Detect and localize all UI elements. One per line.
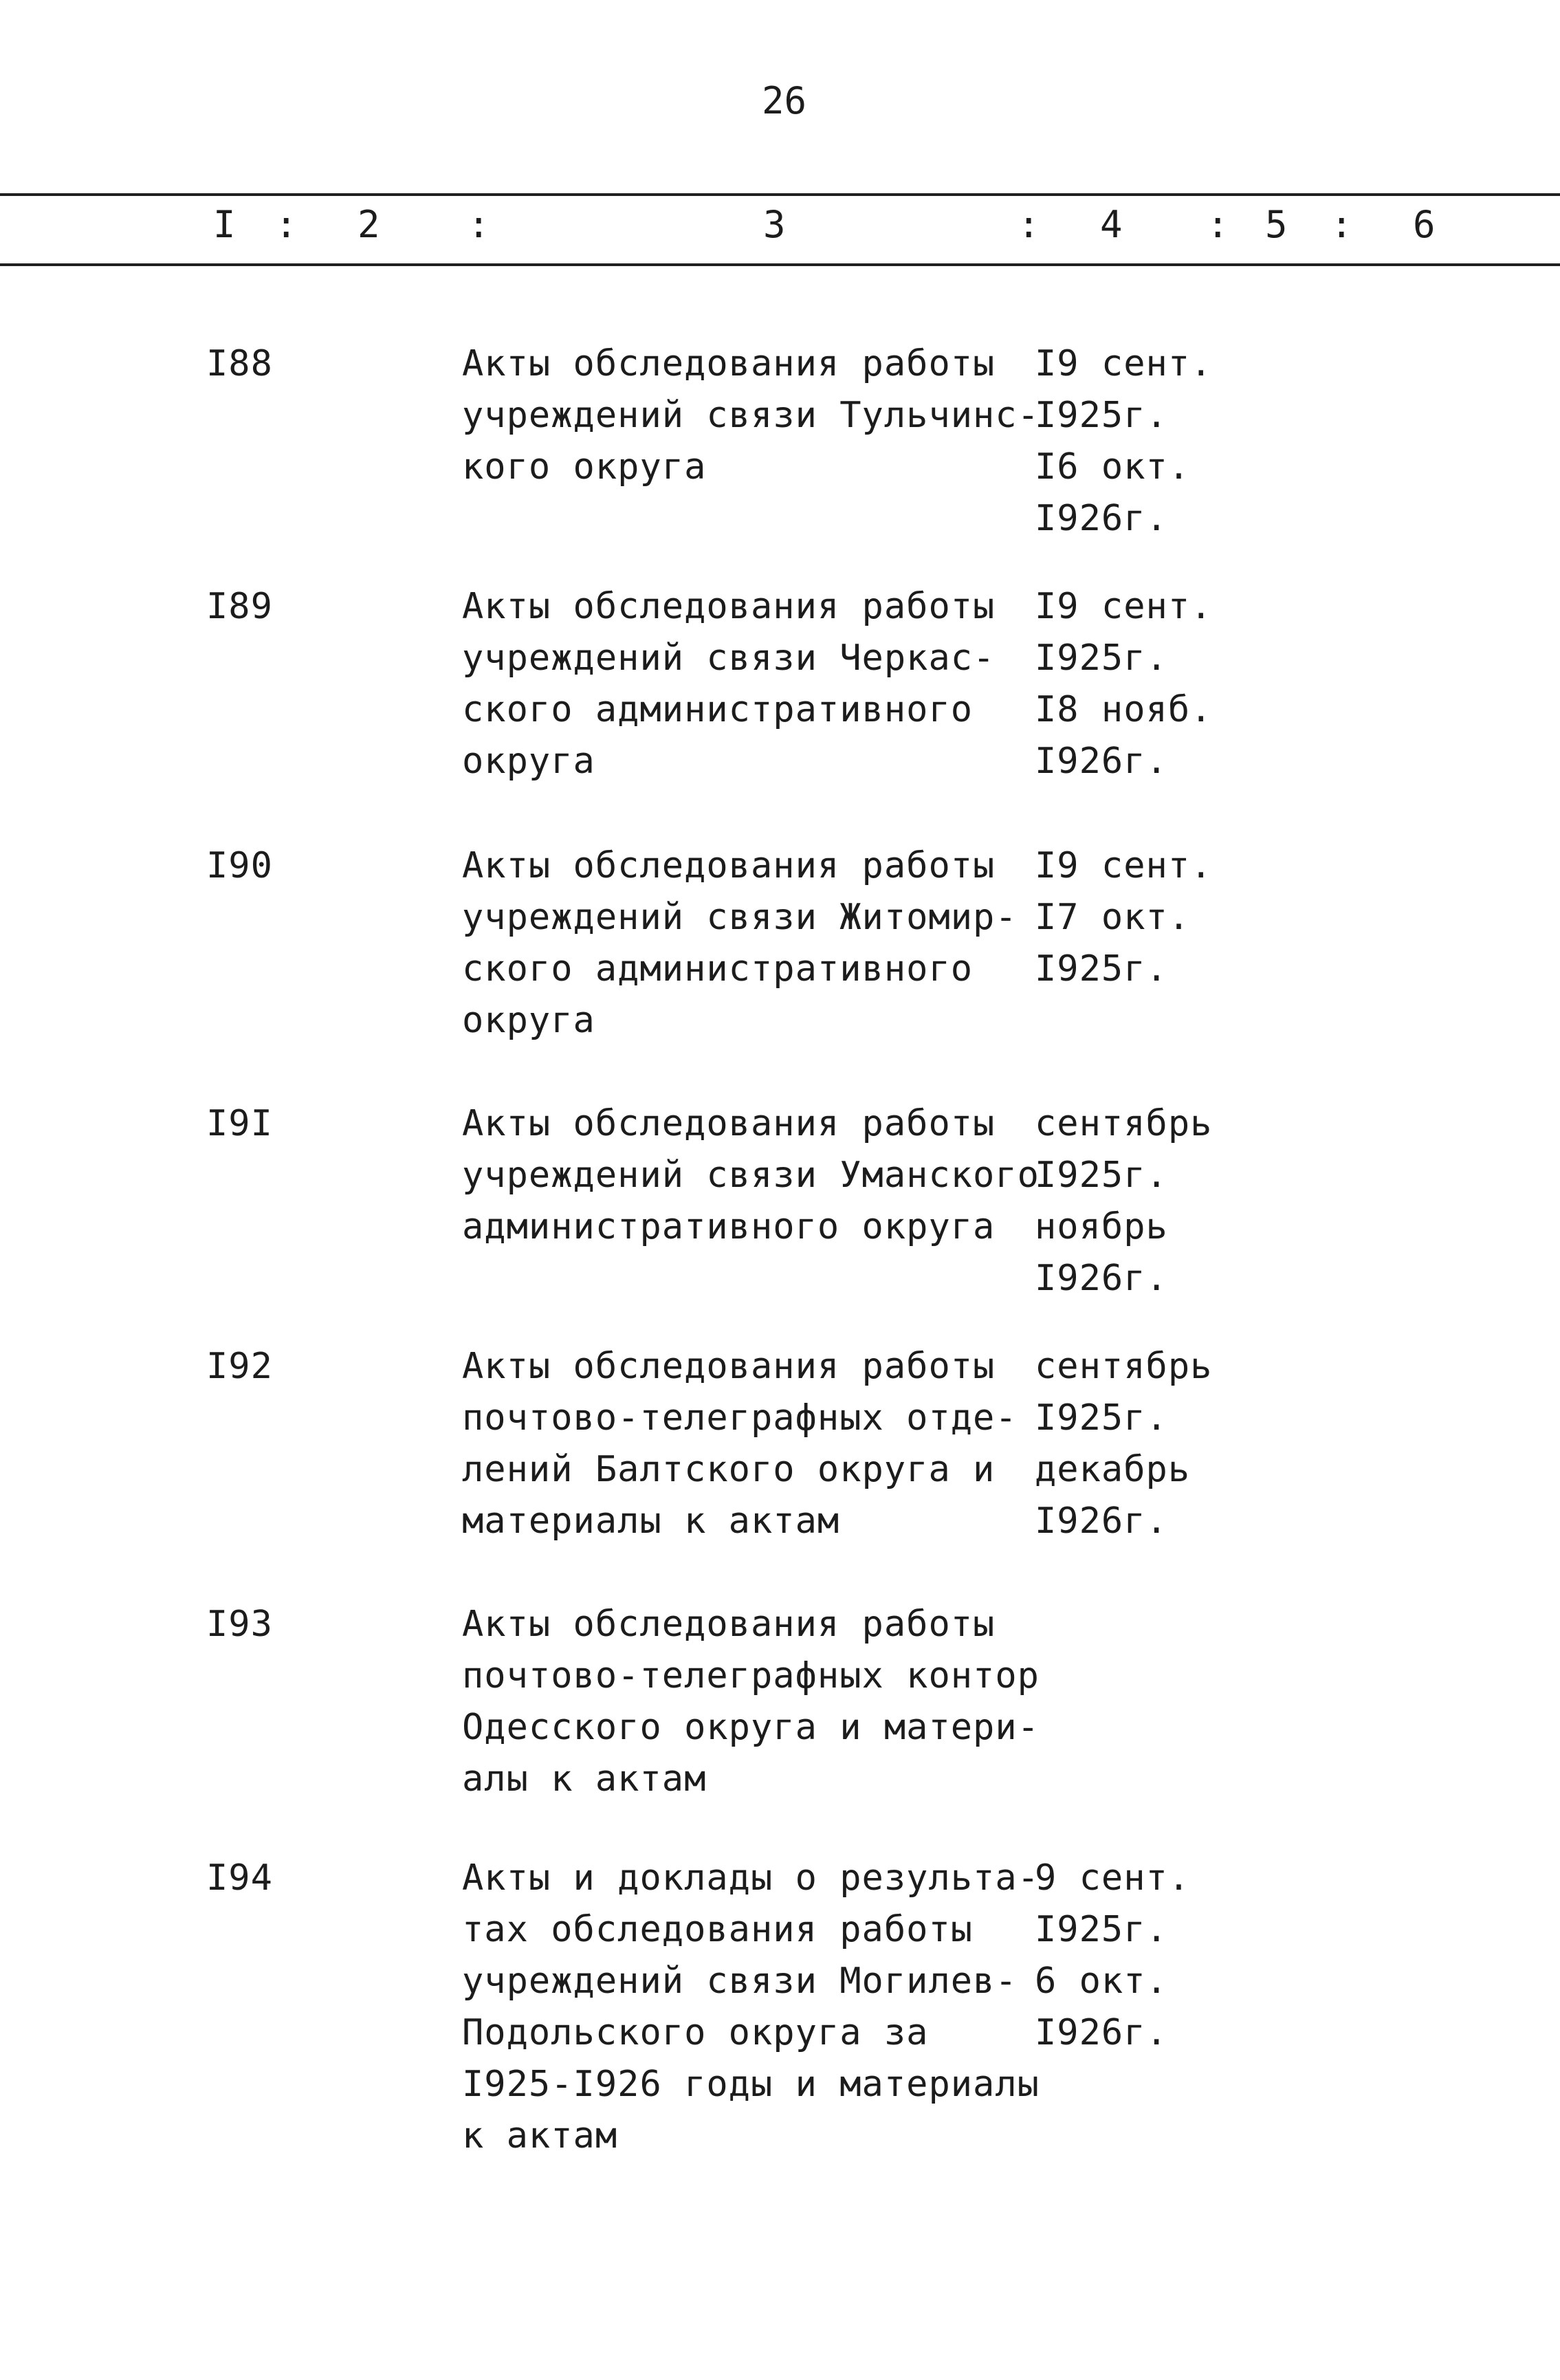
entry-date-line: I926г. bbox=[1035, 498, 1168, 539]
entry-date-line: 6 окт. bbox=[1035, 1961, 1168, 2002]
entry-title-line: Акты обследования работы bbox=[462, 845, 996, 886]
header-separator: : bbox=[1018, 203, 1040, 246]
entry-date-line: I6 окт. bbox=[1035, 446, 1191, 488]
entry-title-line: учреждений связи Житомир- bbox=[462, 897, 1018, 938]
entry-title-line: к актам bbox=[462, 2115, 618, 2157]
entry-date-line: I926г. bbox=[1035, 2012, 1168, 2053]
entry-date-line: сентябрь bbox=[1035, 1346, 1213, 1387]
entry-title-line: Акты и доклады о результа- bbox=[462, 1857, 1040, 1899]
header-col-4: 4 bbox=[1100, 203, 1123, 246]
entry-title-line: тах обследования работы bbox=[462, 1909, 974, 1950]
entry-title-line: алы к актам bbox=[462, 1758, 707, 1800]
entry-date-line: I925г. bbox=[1035, 948, 1168, 990]
entry-date-line: I926г. bbox=[1035, 741, 1168, 782]
entry-title-line: лений Балтского округа и bbox=[462, 1449, 996, 1490]
entry-date-line: сентябрь bbox=[1035, 1103, 1213, 1144]
header-separator: : bbox=[275, 203, 298, 246]
entry-date-line: I925г. bbox=[1035, 1909, 1168, 1950]
entry-title-line: кого округа bbox=[462, 446, 707, 488]
header-col-1: I bbox=[213, 203, 236, 246]
entry-title bbox=[462, 581, 1040, 787]
entry-title-line: Акты обследования работы bbox=[462, 343, 996, 384]
entry-date-line: I7 окт. bbox=[1035, 897, 1191, 938]
entry-date-line: I925г. bbox=[1035, 637, 1168, 679]
header-separator: : bbox=[1207, 203, 1229, 246]
entry-dates bbox=[1035, 840, 1323, 995]
entry-title-line: ского административного bbox=[462, 948, 974, 990]
entry-title-line: Подольского округа за bbox=[462, 2012, 929, 2053]
entry-title-line: материалы к актам bbox=[462, 1500, 840, 1542]
entry-title-line: учреждений связи Тульчинс- bbox=[462, 395, 1040, 436]
entry-date-line: I926г. bbox=[1035, 1258, 1168, 1299]
entry-title-line: административного округа bbox=[462, 1206, 996, 1247]
entry-title-line: округа bbox=[462, 1000, 595, 1041]
entry-title-line: ского административного bbox=[462, 689, 974, 730]
entry-title-line: округа bbox=[462, 741, 595, 782]
entry-date-line: I8 нояб. bbox=[1035, 689, 1213, 730]
entry-title-line: Одесского округа и матери- bbox=[462, 1707, 1040, 1748]
entry-title-line: I925-I926 годы и материалы bbox=[462, 2064, 1040, 2105]
entry-number: I89 bbox=[206, 586, 273, 627]
header-col-3: 3 bbox=[763, 203, 786, 246]
entry-title bbox=[462, 840, 1040, 1047]
entry-title bbox=[462, 1599, 1040, 1805]
entry-date-line: I926г. bbox=[1035, 1500, 1168, 1542]
entry-number: I90 bbox=[206, 845, 273, 886]
entry-date-line: I9 сент. bbox=[1035, 343, 1213, 384]
entry-number: I9I bbox=[206, 1103, 273, 1144]
entry-dates bbox=[1035, 1341, 1323, 1547]
entry-number: I94 bbox=[206, 1857, 273, 1899]
entry-date-line: I925г. bbox=[1035, 1397, 1168, 1439]
entry-date-line: I925г. bbox=[1035, 395, 1168, 436]
entry-dates bbox=[1035, 1853, 1323, 2059]
entry-dates bbox=[1035, 581, 1323, 787]
entry-date-line: I9 сент. bbox=[1035, 845, 1213, 886]
entry-date-line: 9 сент. bbox=[1035, 1857, 1191, 1899]
entry-title-line: почтово-телеграфных контор bbox=[462, 1655, 1040, 1696]
entry-title-line: Акты обследования работы bbox=[462, 1103, 996, 1144]
entry-number: I92 bbox=[206, 1346, 273, 1387]
entry-title bbox=[462, 338, 1040, 493]
entry-date-line: I9 сент. bbox=[1035, 586, 1213, 627]
entry-title-line: учреждений связи Уманского bbox=[462, 1155, 1040, 1196]
header-separator: : bbox=[468, 203, 490, 246]
table-header-rule-bottom bbox=[0, 263, 1560, 266]
entry-number: I93 bbox=[206, 1604, 273, 1645]
entry-title bbox=[462, 1341, 1040, 1547]
entry-title-line: учреждений связи Могилев- bbox=[462, 1961, 1018, 2002]
page-number: 26 bbox=[762, 79, 807, 122]
entry-title bbox=[462, 1098, 1040, 1253]
entry-date-line: ноябрь bbox=[1035, 1206, 1168, 1247]
table-header-rule-top bbox=[0, 193, 1560, 196]
entry-title-line: учреждений связи Черкас- bbox=[462, 637, 996, 679]
entry-number: I88 bbox=[206, 343, 273, 384]
header-col-2: 2 bbox=[358, 203, 380, 246]
entry-title-line: Акты обследования работы bbox=[462, 1604, 996, 1645]
entry-title-line: Акты обследования работы bbox=[462, 586, 996, 627]
entry-date-line: декабрь bbox=[1035, 1449, 1191, 1490]
header-col-5: 5 bbox=[1265, 203, 1288, 246]
entry-title bbox=[462, 1853, 1040, 2162]
entry-dates bbox=[1035, 338, 1323, 545]
entry-date-line: I925г. bbox=[1035, 1155, 1168, 1196]
entry-title-line: Акты обследования работы bbox=[462, 1346, 996, 1387]
header-separator: : bbox=[1330, 203, 1353, 246]
entry-title-line: почтово-телеграфных отде- bbox=[462, 1397, 1018, 1439]
entry-dates bbox=[1035, 1098, 1323, 1304]
header-col-6: 6 bbox=[1413, 203, 1436, 246]
